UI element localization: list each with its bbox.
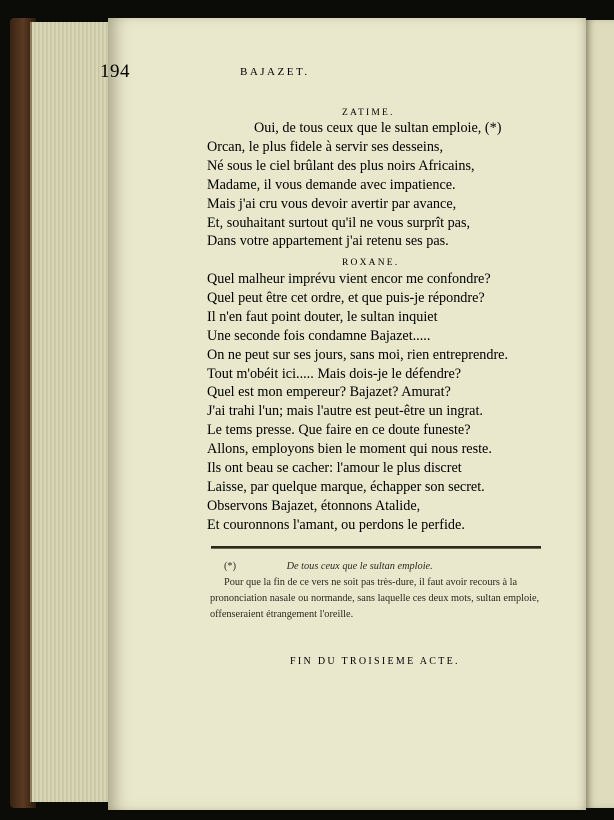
footnote-marker: (*) <box>224 561 237 572</box>
end-of-act-label: FIN DU TROISIEME ACTE. <box>290 656 460 667</box>
speaker-name: ZATIME. <box>342 108 395 118</box>
show-through-text <box>564 108 582 668</box>
footnote <box>210 559 546 623</box>
footnote-text: Pour que la fin de ce vers ne soit pas très-dure, il faut avoir recours à la prononciation nasale ou normande, sans laquelle ces deux mots, sultan emploie, offenseraient étrangement l'oreille. <box>210 577 540 620</box>
page-stack-edges <box>30 22 112 802</box>
verse-line: Une seconde fois condamne Bajazet..... <box>207 327 431 344</box>
verse-line: Quel peut être cet ordre, et que puis-je répondre? <box>207 289 485 306</box>
verse-line: Et, souhaitant surtout qu'il ne vous surprît pas, <box>207 214 471 231</box>
verse-line: Oui, de tous ceux que le sultan emploie, (*) <box>254 120 502 136</box>
footnote-divider <box>211 546 541 549</box>
verse-line: Mais j'ai cru vous devoir avertir par avance, <box>207 195 457 212</box>
verse-line: Tout m'obéit ici..... Mais dois-je le défendre? <box>207 365 462 382</box>
verse-line: J'ai trahi l'un; mais l'autre est peut-être un ingrat. <box>207 403 483 420</box>
footnote-quote: De tous ceux que le sultan emploie. <box>286 561 433 572</box>
speaker-name: ROXANE. <box>342 258 400 268</box>
verse-line: Dans votre appartement j'ai retenu ses pas. <box>207 233 449 250</box>
footnote-heading <box>210 559 546 575</box>
facing-page-edge <box>586 20 614 808</box>
verse-line: Orcan, le plus fidele à servir ses desseins, <box>207 138 443 155</box>
running-title: BAJAZET. <box>240 66 310 78</box>
verse-line: On ne peut sur ses jours, sans moi, rien entreprendre. <box>207 346 509 363</box>
verse-line: Laisse, par quelque marque, échapper son secret. <box>207 478 485 495</box>
verse-line: Né sous le ciel brûlant des plus noirs Africains, <box>207 157 475 174</box>
verse-line: Ils ont beau se cacher: l'amour le plus discret <box>207 460 462 477</box>
verse-line: Observons Bajazet, étonnons Atalide, <box>207 497 421 514</box>
page-number: 194 <box>100 61 130 82</box>
verse-line: Allons, employons bien le moment qui nous reste. <box>207 441 492 458</box>
verse-line: Il n'en faut point douter, le sultan inquiet <box>207 308 438 325</box>
verse-line: Et couronnons l'amant, ou perdons le perfide. <box>207 516 465 533</box>
verse-line: Quel est mon empereur? Bajazet? Amurat? <box>207 384 451 401</box>
verse-line: Quel malheur imprévu vient encor me confondre? <box>207 271 491 287</box>
verse-line: Madame, il vous demande avec impatience. <box>207 176 456 193</box>
page-header <box>100 61 520 85</box>
verse-line: Le tems presse. Que faire en ce doute funeste? <box>207 422 471 439</box>
speech-roxane <box>207 270 508 535</box>
speech-zatime <box>207 119 501 251</box>
